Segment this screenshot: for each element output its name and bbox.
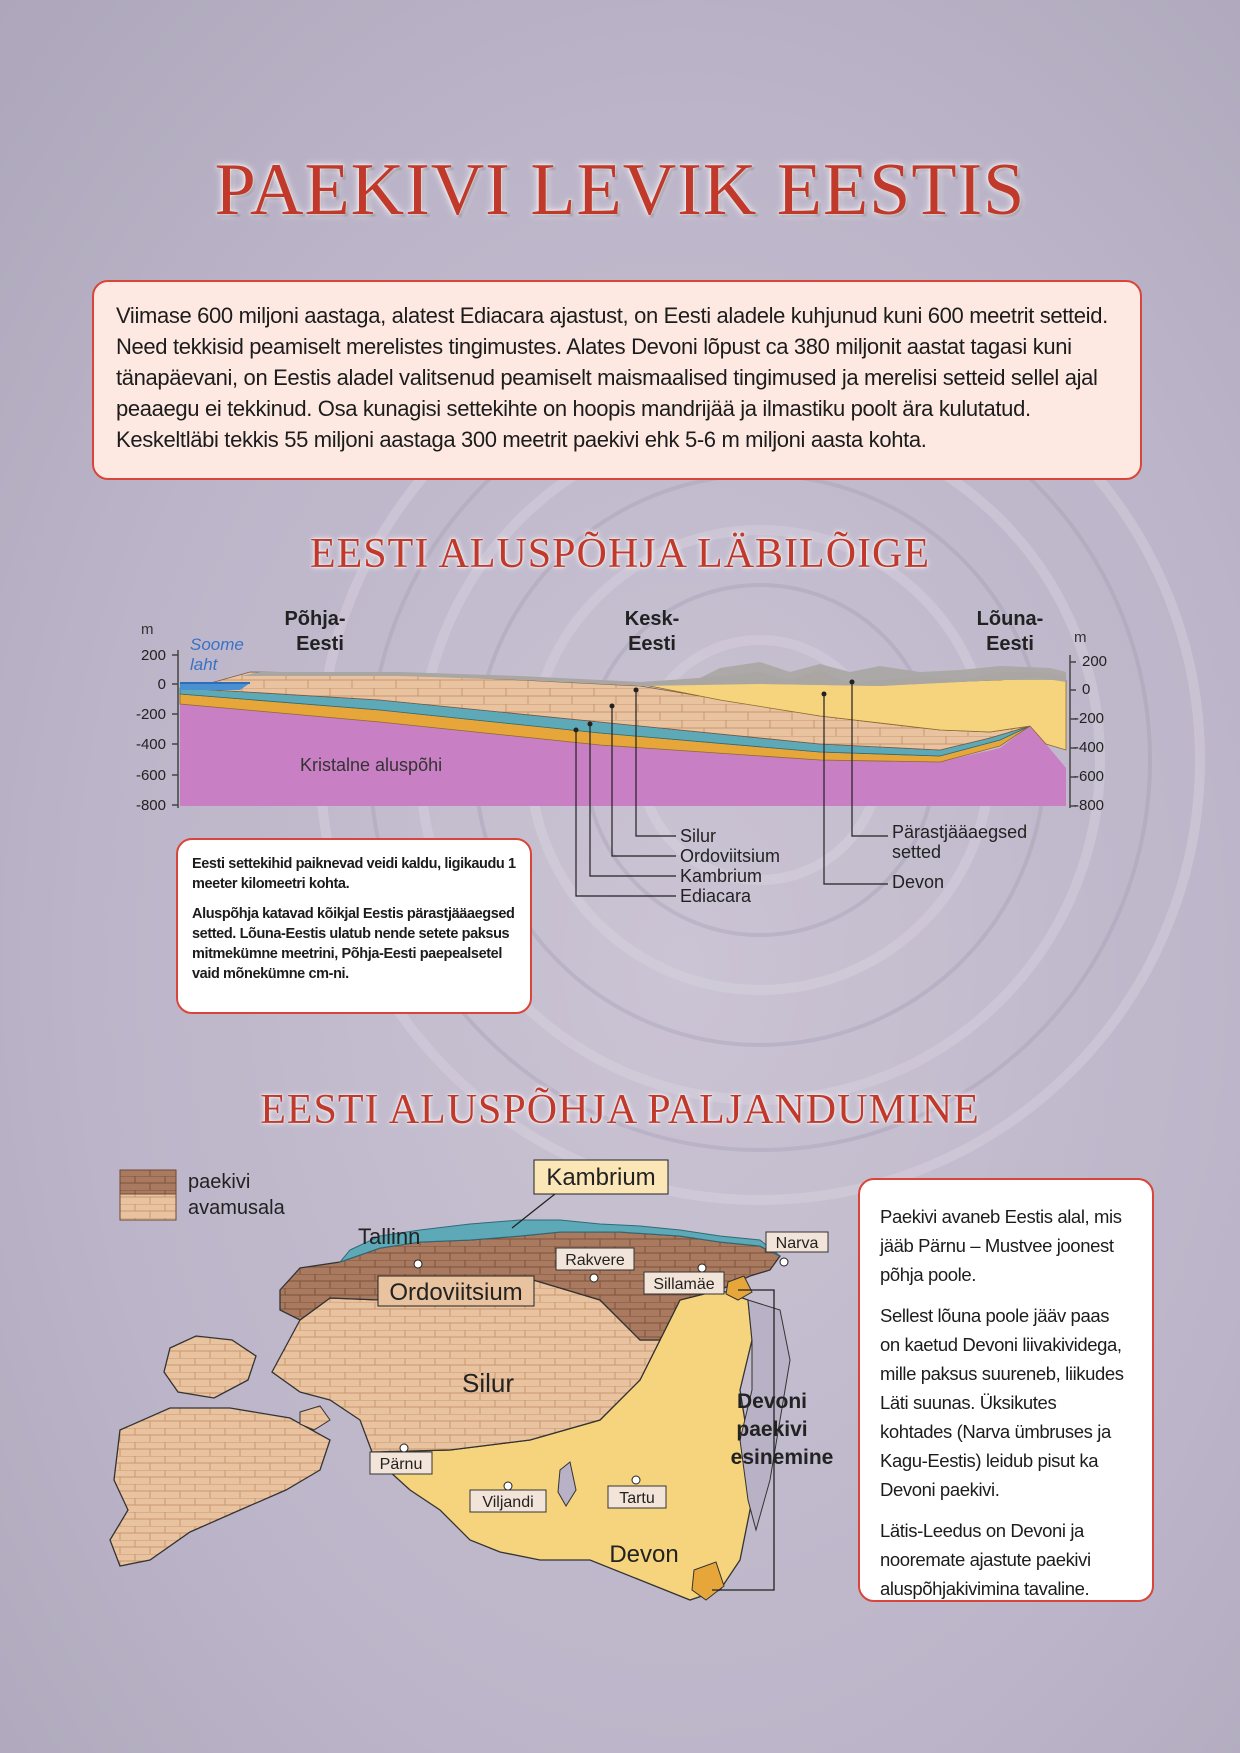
city-tallinn: Tallinn <box>358 1224 421 1249</box>
city-sillamae: Sillamäe <box>653 1276 715 1293</box>
left-tick-minus600: -600 <box>135 767 166 784</box>
map-label-devon: Devon <box>609 1541 679 1568</box>
legend-postglacial-line1: Pärastjääaegsed <box>892 822 1028 842</box>
legend-postglacial-line2: setted <box>892 842 942 862</box>
kambrium-label-box <box>534 1160 668 1194</box>
city-rakvere: Rakvere <box>565 1252 625 1269</box>
legend-label-line1: paekivi <box>188 1171 251 1193</box>
city-tartu: Tartu <box>619 1490 655 1507</box>
map-saaremaa-island <box>110 1408 330 1566</box>
right-tick-minus800: -800 <box>1074 797 1105 814</box>
left-axis-unit: m <box>141 621 154 638</box>
city-narva: Narva <box>775 1235 819 1252</box>
gulf-of-finland-water <box>180 683 250 690</box>
map-note-1: Paekivi avaneb Eestis alal, mis jääb Pärnu – Mustvee joonest põhja poole. <box>880 1206 1122 1285</box>
right-tick-minus600: -600 <box>1074 768 1105 785</box>
map-muhu-island <box>300 1406 330 1430</box>
city-parnu: Pärnu <box>379 1456 423 1473</box>
region-north-line1: Põhja- <box>284 608 346 630</box>
left-tick-minus400: -400 <box>135 736 166 753</box>
cross-section-heading: EESTI ALUSPÕHJA LÄBILÕIGE <box>310 531 930 577</box>
estonia-bedrock-map <box>0 1150 860 1630</box>
left-tick-minus200: -200 <box>135 706 166 723</box>
legend-ediacara: Ediacara <box>680 886 752 906</box>
map-label-silur: Silur <box>461 1368 515 1398</box>
region-south-line1: Lõuna- <box>976 608 1044 630</box>
legend-silur: Silur <box>680 826 717 846</box>
region-central-line2: Eesti <box>628 633 676 655</box>
map-label-kambrium: Kambrium <box>546 1164 656 1191</box>
right-axis-unit: m <box>1074 629 1087 646</box>
left-depth-axis <box>136 621 178 814</box>
map-note-3: Lätis-Leedus on Devoni ja nooremate ajastute paekivi aluspõhjakivimina tavaline. <box>880 1520 1091 1599</box>
basement-label: Kristalne aluspõhi <box>300 755 443 775</box>
sea-label-line2: laht <box>190 655 218 674</box>
sea-label-line1: Soome <box>190 635 244 654</box>
legend-devon: Devon <box>892 872 945 892</box>
right-tick-0: 0 <box>1082 681 1091 698</box>
devon-limestone-line3: esinemine <box>730 1446 834 1469</box>
map-note-2: Sellest lõuna poole jääv paas on kaetud Devoni liivakividega, mille paksus suureneb, liikudes Läti suunas. Üksikutes kohtades (Narva ümbruses ja Kagu-Eestis) leidub pisut ka Devoni paekivi. <box>880 1305 1124 1500</box>
page-title: PAEKIVI LEVIK EESTIS <box>214 149 1026 231</box>
limestone-legend-swatch <box>120 1170 176 1220</box>
left-tick-minus800: -800 <box>135 797 166 814</box>
left-tick-0: 0 <box>157 676 166 693</box>
cross-section-note-2: Aluspõhja katavad kõikjal Eestis pärastjääaegsed setted. Lõuna-Eestis ulatub nende setete paksus mitmekümne meetrini, Põhja-Eesti paepealsetel vaid mõnekümne cm-ni. <box>192 906 515 982</box>
ordoviitsium-label-box <box>378 1276 534 1306</box>
right-depth-axis <box>1070 629 1107 814</box>
region-north-line2: Eesti <box>296 633 344 655</box>
legend-kambrium: Kambrium <box>680 866 763 886</box>
right-tick-200: 200 <box>1082 653 1108 670</box>
right-tick-minus200: -200 <box>1074 710 1105 727</box>
region-south-line2: Eesti <box>986 633 1034 655</box>
cross-section-note-1: Eesti settekihid paiknevad veidi kaldu, ligikaudu 1 meeter kilomeetri kohta. <box>192 856 516 892</box>
legend-ordoviitsium: Ordoviitsium <box>680 846 781 866</box>
map-heading: EESTI ALUSPÕHJA PALJANDUMINE <box>260 1087 980 1133</box>
cross-section-note <box>176 838 532 1014</box>
region-central-line1: Kesk- <box>624 608 680 630</box>
map-label-ordoviitsium: Ordoviitsium <box>389 1279 523 1306</box>
intro-box <box>92 280 1142 480</box>
legend-label-line2: avamusala <box>188 1197 285 1219</box>
intro-text: Viimase 600 miljoni aastaga, alatest Ediacara ajastust, on Eesti aladele kuhjunud kuni 600 meetrit setteid. Need tekkisid peamiselt merelistes tingimustes. Alates Devoni lõpust ca 380 miljonit aastat tagasi kuni tänapäevani, on Eestis aladel valitsenud peamiselt maismaalised tingimused ja merelisi setteid sellel ajal peaaegu ei tekkinud. Osa kunagisi settekihte on hoopis mandrijää ja ilmastiku poolt ära kulutatud. Keskeltläbi tekkis 55 miljoni aastaga 300 meetrit paekivi ehk 5-6 m miljoni aasta kohta. <box>116 303 1108 452</box>
left-tick-200: 200 <box>140 647 166 664</box>
devon-limestone-line2: paekivi <box>736 1418 808 1441</box>
right-tick-minus400: -400 <box>1074 739 1105 756</box>
devon-limestone-line1: Devoni <box>736 1390 808 1413</box>
map-note <box>858 1178 1154 1602</box>
map-hiiumaa-island <box>164 1336 256 1398</box>
city-viljandi: Viljandi <box>482 1494 534 1511</box>
